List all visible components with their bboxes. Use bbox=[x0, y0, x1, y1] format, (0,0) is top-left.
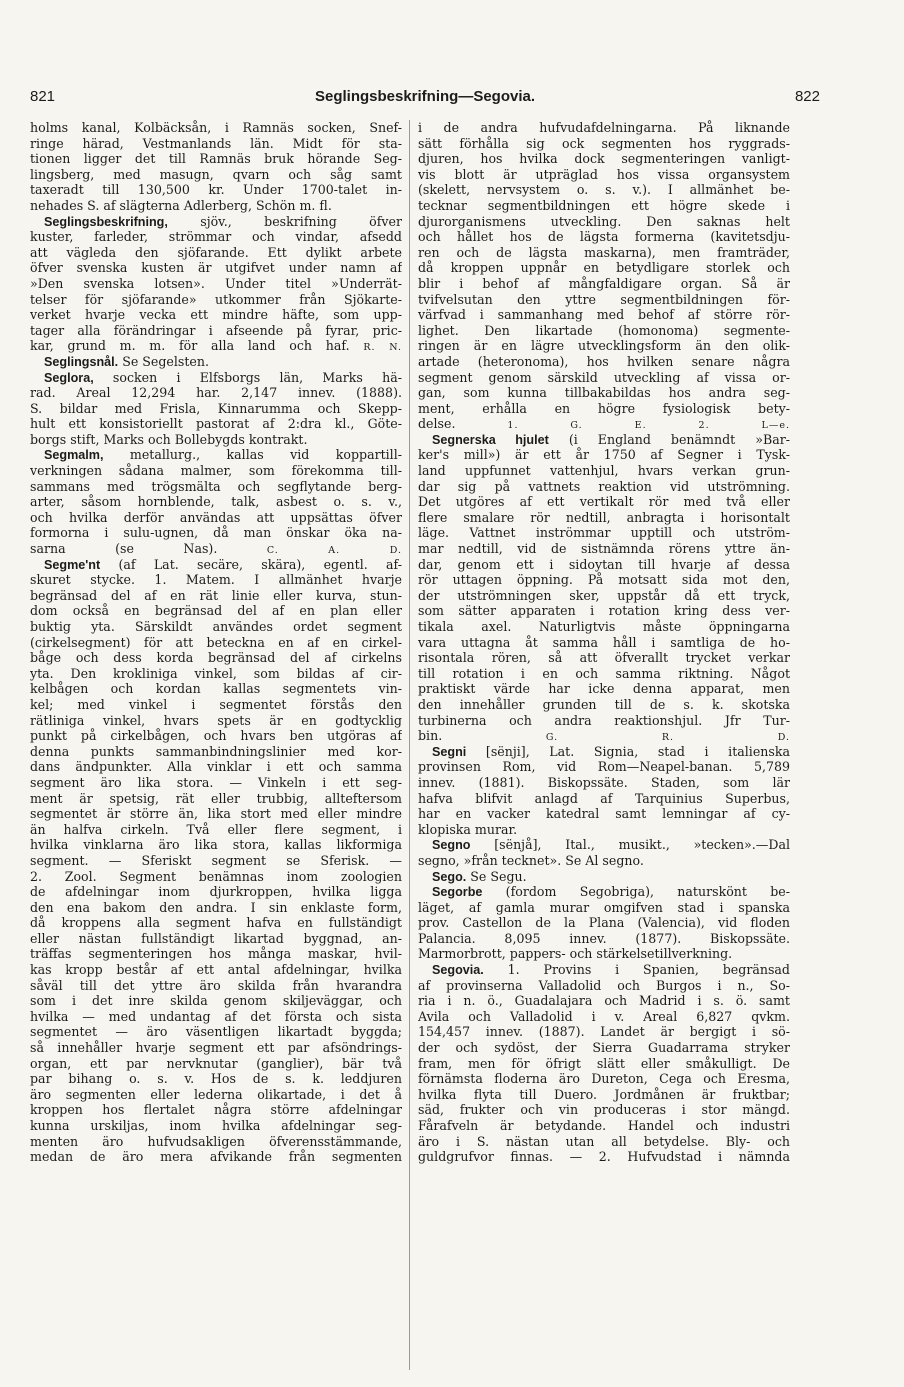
line-text: buktig yta. Särskildt användes ordet segment bbox=[30, 619, 402, 634]
text-line bbox=[418, 681, 790, 697]
line-text: såväl till det yttre äro skilda från hvarandra bbox=[30, 977, 402, 993]
text-line bbox=[418, 650, 790, 666]
author-signature: R. N. bbox=[363, 342, 402, 354]
line-text: nehades S. af slägterna Adlerberg, Schön m. fl. bbox=[30, 197, 332, 213]
line-text: holms kanal, Kolbäcksån, i Ramnäs socken, Snef- bbox=[30, 120, 402, 135]
text-line bbox=[30, 1118, 402, 1134]
text-line bbox=[418, 1040, 790, 1056]
text-line bbox=[418, 775, 790, 791]
text-line bbox=[30, 354, 402, 370]
text-line bbox=[418, 151, 790, 167]
text-line bbox=[418, 588, 790, 604]
text-line bbox=[30, 1040, 402, 1056]
page-header bbox=[30, 88, 820, 112]
line-text: lighet. Den likartade (homonoma) segmente- bbox=[418, 322, 790, 338]
line-text: Det utgöres af ett vertikalt rör med två eller bbox=[418, 494, 790, 510]
text-line bbox=[30, 182, 402, 198]
text-line bbox=[30, 744, 402, 760]
line-text: blir i behof af mångfaldigare organ. Så är bbox=[418, 275, 790, 291]
line-text: djuren, hos hvilka dock segmenteringen vanligt- bbox=[418, 151, 790, 167]
line-text: ria i n. ö., Guadalajara och Madrid i s. ö. samt bbox=[418, 993, 790, 1009]
line-text: ment, erhålla en högre fysiologisk bety- bbox=[418, 400, 790, 416]
line-text: (skelett, nervsystem o. s. v.). I allmänhet be- bbox=[418, 182, 790, 198]
text-line bbox=[418, 292, 790, 308]
line-text: säd, frukter och vin produceras i stor mängd. bbox=[418, 1102, 790, 1118]
entry-headword: Seglora, bbox=[44, 370, 94, 385]
text-line bbox=[30, 494, 402, 510]
author-signature: G. R. D. bbox=[545, 732, 790, 744]
line-text: sarna (se Nas). bbox=[30, 541, 218, 557]
line-text: hvilka flyta till Duero. Jordmånen är fruktbar; bbox=[418, 1086, 790, 1102]
line-text: skuret stycke. 1. Matem. I allmänhet hvarje bbox=[30, 572, 402, 588]
entry-headword: Segorbe bbox=[432, 885, 483, 900]
author-signature: 1. G. E. 2. L—e. bbox=[507, 420, 790, 432]
text-line bbox=[418, 1087, 790, 1103]
text-line bbox=[30, 635, 402, 651]
text-line bbox=[30, 915, 402, 931]
entry-headword: Sego. bbox=[432, 869, 467, 884]
text-line bbox=[418, 120, 790, 136]
line-text: förnämsta floderna äro Dureton, Cega och Eresma, bbox=[418, 1071, 790, 1087]
line-text: ringe härad, Vestmanlands län. Midt för sta- bbox=[30, 135, 402, 151]
line-text: turbinerna och andra reaktionshjul. Jfr Tur- bbox=[418, 712, 790, 728]
line-text: äro segmenten eller lederna olikartade, i det å bbox=[30, 1086, 402, 1102]
text-line bbox=[418, 385, 790, 401]
text-line bbox=[30, 728, 402, 744]
line-text: bin. bbox=[418, 728, 443, 744]
text-line bbox=[30, 307, 402, 323]
text-line bbox=[418, 572, 790, 588]
text-line bbox=[418, 260, 790, 276]
text-line bbox=[418, 370, 790, 386]
line-text: tvifvelsutan den yttre segmentbildningen för- bbox=[418, 291, 790, 307]
line-text: till rotation i en och samma riktning. Något bbox=[418, 665, 790, 681]
line-text: djurorganismens utveckling. Den saknas helt bbox=[418, 213, 790, 229]
text-line bbox=[418, 962, 790, 978]
text-line bbox=[30, 1071, 402, 1087]
line-text: arter, såsom hornblende, talk, asbest o. s. v., bbox=[30, 494, 402, 510]
line-text: har en vacker katedral samt lemningar af cy- bbox=[418, 806, 790, 822]
line-text: Fårafveln är betydande. Handel och industri bbox=[418, 1118, 790, 1133]
text-line bbox=[30, 1102, 402, 1118]
line-text: klopiska murar. bbox=[418, 821, 518, 837]
text-line bbox=[30, 541, 402, 557]
text-line bbox=[418, 635, 790, 651]
text-line bbox=[418, 1134, 790, 1150]
text-line bbox=[30, 479, 402, 495]
line-text: vara uttagna åt samma håll i samtliga de ho- bbox=[418, 634, 790, 650]
line-text: rad. Areal 12,294 har. 2,147 innev. (1888). bbox=[30, 385, 402, 401]
line-text: af provinserna Valladolid och Burgos i n., So- bbox=[418, 977, 790, 993]
line-text: i de andra hufvudafdelningarna. På liknande bbox=[418, 120, 790, 135]
text-line bbox=[418, 338, 790, 354]
text-line bbox=[418, 307, 790, 323]
line-text: Marmorbrott, pappers- och stärkelsetillverkning. bbox=[418, 946, 733, 962]
text-line bbox=[418, 557, 790, 573]
text-line bbox=[30, 759, 402, 775]
line-text: kelbågen och kordan kallas segmentets vin- bbox=[30, 681, 402, 697]
line-text: hafva blifvit anlagd af Tarquinius Superbus, bbox=[418, 790, 790, 806]
text-line bbox=[30, 791, 402, 807]
text-line bbox=[30, 229, 402, 245]
text-line bbox=[30, 510, 402, 526]
line-text: båge och dess korda begränsad del af cirkelns bbox=[30, 650, 402, 666]
text-line bbox=[30, 370, 402, 386]
text-line bbox=[30, 198, 402, 214]
line-text: organ, ett par nervknutar (ganglier), bär två bbox=[30, 1055, 402, 1071]
line-text: sammans med trögsmälta och segflytande berg- bbox=[30, 478, 402, 494]
line-text: prov. Castellon de la Plana (Valencia), vid floden bbox=[418, 915, 790, 931]
line-text: den ena bakom den andra. I sin enklaste form, bbox=[30, 899, 402, 915]
line-text: risontala rören, så att öfverallt trycket verkar bbox=[418, 650, 790, 666]
text-line bbox=[30, 385, 402, 401]
text-line bbox=[418, 136, 790, 152]
text-line bbox=[418, 198, 790, 214]
line-text: än halfva cirkeln. Två eller flere segment, i bbox=[30, 821, 402, 837]
line-text: [sënji], Lat. Signia, stad i italienska bbox=[466, 743, 790, 759]
line-text: hvilka — med undantag af det första och sista bbox=[30, 1008, 402, 1024]
line-text: segment. — Sferiskt segment se Sferisk. — bbox=[30, 852, 402, 868]
text-line bbox=[30, 245, 402, 261]
line-text: kroppen hos flertalet några större afdelningar bbox=[30, 1102, 402, 1118]
text-line bbox=[418, 494, 790, 510]
line-text: ren och de lägsta maskarna), men framträder, bbox=[418, 244, 790, 260]
line-text: S. bildar med Frisla, Kinnarumma och Skepp- bbox=[30, 400, 402, 416]
line-text: mar nedtill, vid de sistnämnda rörens yttre än- bbox=[418, 541, 790, 557]
text-line bbox=[30, 292, 402, 308]
text-line bbox=[418, 1009, 790, 1025]
line-text: punkt på cirkelbågen, och hvars ben utgöras af bbox=[30, 728, 402, 744]
text-line bbox=[418, 666, 790, 682]
line-text: tager alla förändringar i afseende på fyrar, pric- bbox=[30, 322, 402, 338]
entry-headword: Segme'nt bbox=[44, 557, 101, 572]
line-text: (af Lat. secäre, skära), egentl. af- bbox=[100, 556, 402, 572]
line-text: par bihang o. s. v. Hos de s. k. leddjuren bbox=[30, 1071, 402, 1087]
text-line bbox=[30, 946, 402, 962]
text-line bbox=[418, 931, 790, 947]
line-text: (i England benämndt »Bar- bbox=[548, 431, 790, 447]
text-line bbox=[418, 603, 790, 619]
text-line bbox=[30, 557, 402, 573]
text-line bbox=[30, 822, 402, 838]
line-text: rätliniga vinkel, hvars spets är en godtycklig bbox=[30, 712, 402, 728]
line-text: ringen är en lägre utvecklingsform än den olik- bbox=[418, 338, 790, 354]
line-text: land uppfunnet vattenhjul, hvars verkan grun- bbox=[418, 463, 790, 479]
line-text: socken i Elfsborgs län, Marks hä- bbox=[93, 369, 402, 385]
text-line bbox=[418, 1071, 790, 1087]
line-text: kar, grund m. m. för alla land och haf. bbox=[30, 338, 350, 354]
line-text: och hållet hos de lägsta formerna (kavitetsdju- bbox=[418, 229, 790, 245]
text-line bbox=[30, 962, 402, 978]
line-text: kuster, farleder, strömmar och vindar, afsedd bbox=[30, 229, 402, 245]
text-line bbox=[418, 884, 790, 900]
text-line bbox=[30, 681, 402, 697]
text-line bbox=[30, 666, 402, 682]
line-text: träffas segmenteringen hos många maskar, hvil- bbox=[30, 946, 402, 962]
text-line bbox=[30, 931, 402, 947]
text-line bbox=[30, 463, 402, 479]
text-line bbox=[418, 697, 790, 713]
line-text: att vägleda den sjöfarande. Ett dylikt arbete bbox=[30, 244, 402, 260]
text-line bbox=[418, 978, 790, 994]
text-line bbox=[418, 900, 790, 916]
text-line bbox=[418, 245, 790, 261]
line-text: metallurg., kallas vid koppartill- bbox=[103, 447, 402, 463]
text-line bbox=[418, 713, 790, 729]
text-line bbox=[30, 775, 402, 791]
text-line bbox=[418, 1118, 790, 1134]
line-text: 154,457 innev. (1887). Landet är bergigt i sö- bbox=[418, 1024, 790, 1040]
running-title: Seglingsbeskrifning—Segovia. bbox=[314, 88, 536, 105]
text-line bbox=[30, 276, 402, 292]
left-column bbox=[30, 120, 402, 1165]
line-text: segmentet är större än, lika stort med eller mindre bbox=[30, 806, 402, 822]
text-line bbox=[30, 416, 402, 432]
text-line bbox=[418, 1024, 790, 1040]
text-line bbox=[30, 1087, 402, 1103]
line-text: 2. Zool. Segment benämnas inom zoologien bbox=[30, 868, 402, 884]
entry-headword: Segmalm, bbox=[44, 448, 104, 463]
text-line bbox=[30, 1149, 402, 1165]
text-line bbox=[418, 447, 790, 463]
text-line bbox=[30, 1024, 402, 1040]
text-line bbox=[418, 744, 790, 760]
text-line bbox=[30, 884, 402, 900]
line-text: innev. (1881). Biskopssäte. Staden, som lär bbox=[418, 774, 790, 790]
text-line bbox=[418, 1056, 790, 1072]
page-number-right: 822 bbox=[794, 88, 820, 105]
text-line bbox=[30, 432, 402, 448]
line-text: segmentet — äro väsentligen likartadt byggda; bbox=[30, 1024, 402, 1040]
line-text: borgs stift, Marks och Bollebygds kontrakt. bbox=[30, 431, 308, 447]
text-line bbox=[418, 182, 790, 198]
line-text: den innehåller grunden till de s. k. skotska bbox=[418, 696, 790, 712]
line-text: menten äro hufvudsakligen öfverensstämmande, bbox=[30, 1133, 402, 1149]
text-line bbox=[418, 759, 790, 775]
text-line bbox=[418, 946, 790, 962]
line-text: dar, genom ett i sidoytan till hvarje af dessa bbox=[418, 556, 790, 572]
line-text: telser för sjöfarande» utkommer från Sjökarte- bbox=[30, 291, 402, 307]
line-text: fram, men för öfrigt slätt eller småkulligt. De bbox=[418, 1055, 790, 1071]
text-line bbox=[30, 869, 402, 885]
line-text: vis blott är utpräglad hos vissa organsystem bbox=[418, 166, 790, 182]
line-text: segno, »från tecknet». Se Al segno. bbox=[418, 852, 644, 868]
line-text: verket hvarje vecka ett mindre häfte, som upp- bbox=[30, 307, 402, 323]
text-line bbox=[30, 588, 402, 604]
line-text: då kroppens alla segment hafva en fullständigt bbox=[30, 915, 402, 931]
line-text: flere smalare rör nedtill, anbragta i horisontalt bbox=[418, 509, 790, 525]
line-text: delse. bbox=[418, 416, 456, 432]
line-text: och hvilka derför användas att uppsättas öfver bbox=[30, 509, 402, 525]
line-text: sätt förhålla sig ock segmenten hos ryggrads- bbox=[418, 135, 790, 151]
line-text: Avila och Valladolid i v. Areal 6,827 qvkm. bbox=[418, 1008, 790, 1024]
line-text: dar sig på vattnets reaktion vid utströmning. bbox=[418, 478, 790, 494]
line-text: guldgrufvor finnas. — 2. Hufvudstad i nämnda bbox=[418, 1149, 790, 1165]
text-line bbox=[418, 463, 790, 479]
text-line bbox=[30, 260, 402, 276]
line-text: läge. Vattnet inströmmar upptill och utström- bbox=[418, 525, 790, 541]
text-line bbox=[418, 993, 790, 1009]
text-line bbox=[30, 572, 402, 588]
text-line bbox=[418, 541, 790, 557]
entry-headword: Segovia. bbox=[432, 963, 484, 978]
text-line bbox=[30, 619, 402, 635]
line-text: kel; med vinkel i segmentet förstås den bbox=[30, 696, 402, 712]
line-text: äro i S. nästan utan all betydelse. Bly- och bbox=[418, 1133, 790, 1149]
line-text: då kroppen uppnår en betydligare storlek och bbox=[418, 260, 790, 276]
text-line bbox=[418, 432, 790, 448]
text-line bbox=[30, 338, 402, 354]
line-text: verkningen sådana malmer, som förekomma till- bbox=[30, 463, 402, 479]
line-text: som sätter apparaten i rotation kring dess ver- bbox=[418, 603, 790, 619]
line-text: (fordom Segobriga), naturskönt be- bbox=[482, 884, 790, 900]
text-line bbox=[30, 525, 402, 541]
line-text: eller nästan fullständigt likartad byggnad, an- bbox=[30, 930, 402, 946]
column-divider bbox=[409, 120, 410, 1370]
text-line bbox=[30, 697, 402, 713]
text-line bbox=[418, 510, 790, 526]
text-line bbox=[30, 136, 402, 152]
text-line bbox=[30, 151, 402, 167]
line-text: segment genom särskild utveckling af vissa or- bbox=[418, 369, 790, 385]
text-line bbox=[418, 401, 790, 417]
entry-headword: Segnerska hjulet bbox=[432, 432, 549, 447]
right-column bbox=[418, 120, 790, 1165]
text-line bbox=[418, 214, 790, 230]
line-text: sjöv., beskrifning öfver bbox=[167, 213, 402, 229]
line-text: Palancia. 8,095 innev. (1877). Biskopssäte. bbox=[418, 930, 790, 946]
text-line bbox=[30, 900, 402, 916]
text-line bbox=[418, 837, 790, 853]
text-line bbox=[418, 822, 790, 838]
text-line bbox=[30, 978, 402, 994]
text-line bbox=[418, 728, 790, 744]
author-signature: C. A. D. bbox=[266, 545, 402, 557]
line-text: som i det inre skilda genom skiljeväggar, och bbox=[30, 993, 402, 1009]
text-line bbox=[418, 167, 790, 183]
line-text: denna punkts sammanbindningslinier med kor- bbox=[30, 743, 402, 759]
line-text: värfvad i sammanhang med behof af större rör- bbox=[418, 307, 790, 323]
line-text: hult ett konsistoriellt pastorat af 2:dra kl., Göte- bbox=[30, 416, 402, 432]
text-line bbox=[30, 993, 402, 1009]
text-line bbox=[418, 1149, 790, 1165]
text-line bbox=[418, 229, 790, 245]
text-line bbox=[418, 354, 790, 370]
line-text: dans ändpunkter. Alla vinklar i ett och samma bbox=[30, 759, 402, 775]
line-text: läget, af gamla murar omgifven stad i spanska bbox=[418, 899, 790, 915]
text-line bbox=[30, 713, 402, 729]
line-text: (cirkelsegment) för att beteckna en af en cirkel- bbox=[30, 634, 402, 650]
line-text: yta. Den krokliniga vinkel, som bildas af cir- bbox=[30, 665, 402, 681]
line-text: tionen ligger det till Ramnäs bruk hörande Seg- bbox=[30, 151, 402, 167]
line-text: provinsen Rom, vid Rom—Neapel-banan. 5,789 bbox=[418, 759, 790, 775]
entry-headword: Seglingsbeskrifning, bbox=[44, 214, 168, 229]
text-line bbox=[418, 276, 790, 292]
text-line bbox=[30, 1009, 402, 1025]
line-text: segment äro lika stora. — Vinkeln i ett seg- bbox=[30, 774, 402, 790]
text-line bbox=[30, 120, 402, 136]
text-line bbox=[30, 806, 402, 822]
line-text: så innehåller hvarje segment ett par afsöndrings- bbox=[30, 1040, 402, 1056]
text-line bbox=[418, 416, 790, 432]
line-text: rör uttagen öppning. På motsatt sida mot den, bbox=[418, 572, 790, 588]
text-line bbox=[30, 167, 402, 183]
page-number-left: 821 bbox=[30, 88, 56, 105]
line-text: artade (heteronoma), hos hvilken senare några bbox=[418, 353, 790, 369]
text-line bbox=[30, 214, 402, 230]
text-line bbox=[418, 806, 790, 822]
line-text: tikala axel. Naturligtvis måste öppningarna bbox=[418, 619, 790, 634]
text-line bbox=[418, 1102, 790, 1118]
text-line bbox=[30, 323, 402, 339]
line-text: taxeradt till 130,500 kr. Under 1700-talet in- bbox=[30, 182, 402, 198]
line-text: ment är spetsig, rät eller trubbig, allteftersom bbox=[30, 790, 402, 806]
line-text: formorna i sulu-ugnen, då man önskar öka na- bbox=[30, 525, 402, 541]
line-text: medan de äro mera afvikande från segmenten bbox=[30, 1149, 402, 1165]
line-text: der och sydöst, der Sierra Guadarrama stryker bbox=[418, 1040, 790, 1056]
line-text: öfver svenska kusten är utgifvet under namn af bbox=[30, 260, 402, 276]
text-line bbox=[418, 791, 790, 807]
line-text: gan, som kunna tillbakabildas hos andra seg- bbox=[418, 385, 790, 401]
line-text: lingsberg, med masugn, qvarn och såg samt bbox=[30, 166, 402, 182]
line-text: kas kropp består af ett antal afdelningar, hvilka bbox=[30, 962, 402, 978]
line-text: ker's mill») är ett år 1750 af Segner i Tysk- bbox=[418, 447, 790, 463]
text-line bbox=[418, 525, 790, 541]
line-text: begränsad del af en rät linie eller kurva, stun- bbox=[30, 587, 402, 603]
text-line bbox=[30, 650, 402, 666]
line-text: »Den svenska lotsen». Under titel »Underrät- bbox=[30, 275, 402, 291]
entry-headword: Seglingsnål. bbox=[44, 354, 119, 369]
text-line bbox=[418, 479, 790, 495]
text-line bbox=[418, 323, 790, 339]
line-text: [sënjå], Ital., musikt., »tecken».—Dal bbox=[470, 837, 790, 853]
text-line bbox=[418, 915, 790, 931]
text-line bbox=[30, 1134, 402, 1150]
line-text: de afdelningar inom djurkroppen, hvilka ligga bbox=[30, 884, 402, 900]
line-text: Se Segu. bbox=[466, 868, 527, 884]
text-line bbox=[30, 447, 402, 463]
text-line bbox=[30, 401, 402, 417]
line-text: praktiskt värde har icke denna apparat, men bbox=[418, 681, 790, 697]
line-text: Se Segelsten. bbox=[118, 353, 209, 369]
text-line bbox=[418, 869, 790, 885]
line-text: dom också en begränsad del af en plan eller bbox=[30, 603, 402, 619]
entry-headword: Segno bbox=[432, 838, 471, 853]
text-line bbox=[30, 853, 402, 869]
text-line bbox=[418, 619, 790, 635]
text-line bbox=[30, 1056, 402, 1072]
text-line bbox=[30, 603, 402, 619]
line-text: 1. Provins i Spanien, begränsad bbox=[483, 962, 790, 978]
line-text: kunna urskiljas, inom hvilka afdelningar seg- bbox=[30, 1118, 402, 1133]
line-text: tecknar segmentbildningen ett högre skede i bbox=[418, 197, 790, 213]
line-text: hvilka vinklarna äro lika stora, kallas likformiga bbox=[30, 837, 402, 853]
text-line bbox=[30, 837, 402, 853]
line-text: der utströmningen sker, uppstår då ett tryck, bbox=[418, 587, 790, 603]
entry-headword: Segni bbox=[432, 744, 467, 759]
text-line bbox=[418, 853, 790, 869]
